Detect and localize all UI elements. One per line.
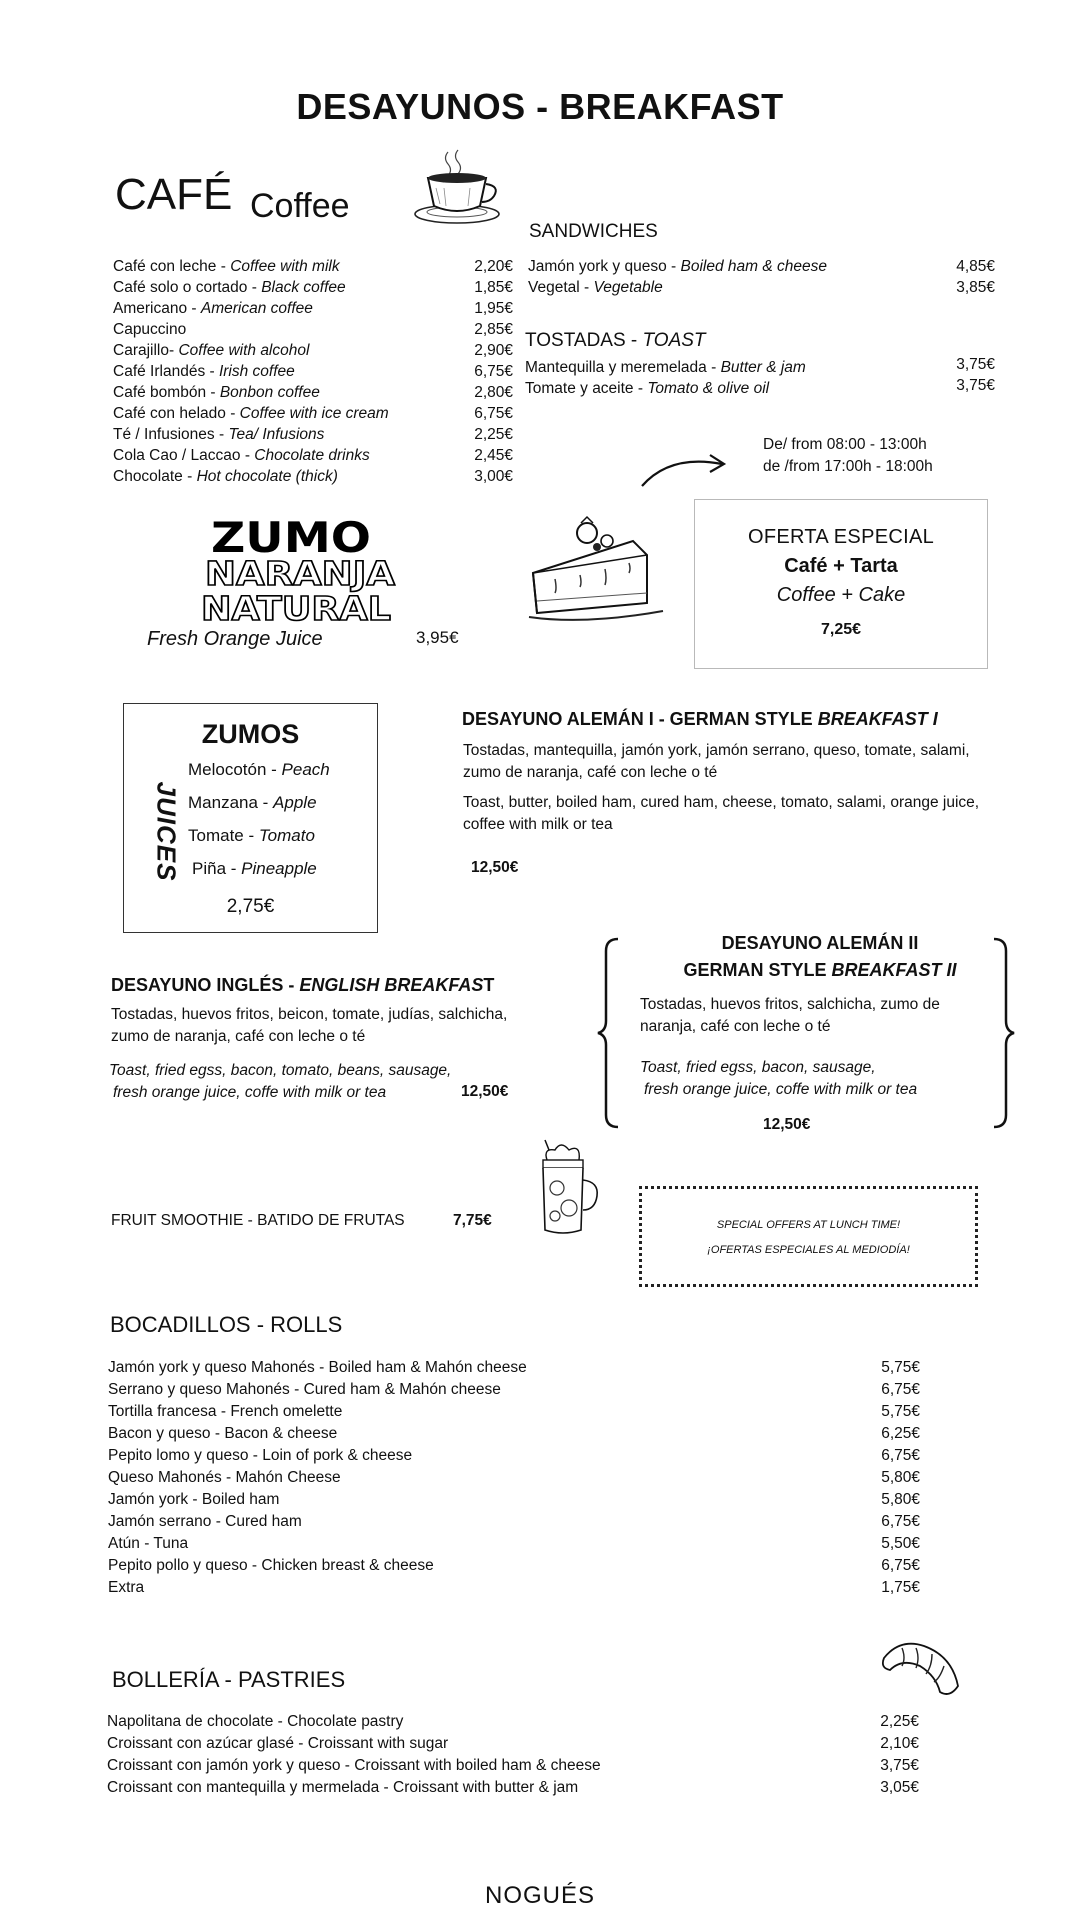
item-price: 2,85€ <box>474 321 513 338</box>
pastries-list <box>107 1711 919 1799</box>
english-breakfast-price: 12,50€ <box>461 1083 509 1100</box>
item-price: 2,20€ <box>474 258 513 275</box>
item-price: 2,90€ <box>474 342 513 359</box>
juices-side-label: JUICES <box>151 781 182 882</box>
german-breakfast-1-title: DESAYUNO ALEMÁN I - GERMAN STYLE BREAKFAST I <box>462 709 938 729</box>
list-item: Mantequilla y meremelada - Butter & jam <box>525 359 806 376</box>
item-price: 6,75€ <box>474 363 513 380</box>
list-item: Tomate y aceite - Tomato & olive oil <box>525 380 770 397</box>
offer-title: OFERTA ESPECIAL <box>747 526 935 548</box>
list-item: Croissant con jamón york y queso - Croissant with boiled ham & cheese 3,75€ <box>107 1755 919 1777</box>
list-item: Vegetal - Vegetable 3,85€ <box>528 279 995 296</box>
list-item: Serrano y queso Mahonés - Cured ham & Mahón cheese 6,75€ <box>108 1379 920 1401</box>
german-breakfast-2-price: 12,50€ <box>763 1116 811 1133</box>
item-price: 3,75€ <box>880 1757 919 1774</box>
special-offer-box <box>694 499 988 669</box>
sandwiches-heading: SANDWICHES <box>529 221 658 242</box>
list-item: Café bombón - Bonbon coffee 2,80€ <box>113 384 513 401</box>
coffee-list <box>113 256 513 487</box>
item-price: 1,75€ <box>881 1579 920 1596</box>
croissant-icon <box>880 1636 962 1702</box>
item-price: 3,00€ <box>474 468 513 485</box>
list-item: Bacon y queso - Bacon & cheese 6,25€ <box>108 1423 920 1445</box>
toast-hours: De/ from 08:00 - 13:00h de /from 17:00h - 18:00h <box>763 436 933 475</box>
lunch-offers-box <box>639 1186 978 1287</box>
juices-title: ZUMOS <box>201 719 300 749</box>
svg-text:NARANJA: NARANJA <box>205 554 396 593</box>
item-price: 5,80€ <box>881 1469 920 1486</box>
german-breakfast-1-description-english: Toast, butter, boiled ham, cured ham, cheese, tomato, salami, orange juice, coffee with milk or tea <box>463 794 980 833</box>
menu-title: DESAYUNOS - BREAKFAST <box>296 86 784 127</box>
offer-line-spanish: Café + Tarta <box>784 555 898 577</box>
item-price: 6,75€ <box>881 1447 920 1464</box>
footer-brand: NOGUÉS <box>484 1882 595 1909</box>
english-breakfast-title: DESAYUNO INGLÉS - ENGLISH BREAKFAST <box>111 975 495 995</box>
rolls-heading: BOCADILLOS - ROLLS <box>110 1312 343 1337</box>
item-price: 2,25€ <box>880 1713 919 1730</box>
list-item: Capuccino 2,85€ <box>113 321 513 338</box>
list-item: Pepito pollo y queso - Chicken breast & cheese 6,75€ <box>108 1555 920 1577</box>
lunch-offer-spanish: ¡OFERTAS ESPECIALES AL MEDIODÍA! <box>707 1244 910 1256</box>
german-breakfast-2-title: DESAYUNO ALEMÁN II GERMAN STYLE BREAKFAST II <box>683 933 957 980</box>
lunch-offer-english: SPECIAL OFFERS AT LUNCH TIME! <box>716 1219 901 1231</box>
item-price: 1,85€ <box>474 279 513 296</box>
toast-prices <box>950 354 995 396</box>
list-item: Cola Cao / Laccao - Chocolate drinks 2,45€ <box>113 447 513 464</box>
juices-price: 2,75€ <box>226 896 275 917</box>
list-item: Manzana - Apple <box>188 793 317 812</box>
item-price: 6,25€ <box>881 1425 920 1442</box>
german-breakfast-2-description-spanish: Tostadas, huevos fritos, salchicha, zumo de naranja, café con leche o té <box>640 996 940 1035</box>
smoothie-price: 7,75€ <box>453 1212 492 1229</box>
item-price: 2,25€ <box>474 426 513 443</box>
orange-juice-english: Fresh Orange Juice <box>147 628 323 650</box>
list-item: Croissant con mantequilla y mermelada - Croissant with butter & jam 3,05€ <box>107 1777 919 1799</box>
orange-juice-price: 3,95€ <box>416 628 459 647</box>
german-breakfast-1-description-spanish: Tostadas, mantequilla, jamón york, jamón serrano, queso, tomate, salami, zumo de naranja, café con leche o té <box>463 742 970 781</box>
item-price: 2,45€ <box>474 447 513 464</box>
german-breakfast-2-description-english: Toast, fried egss, bacon, sausage, fresh orange juice, coffe with milk or tea <box>640 1059 918 1098</box>
item-price: 3,75€ <box>956 356 995 373</box>
offer-price: 7,25€ <box>820 621 862 638</box>
list-item: Melocotón - Peach <box>188 760 330 779</box>
item-price: 4,85€ <box>956 258 995 275</box>
orange-juice-logo <box>195 512 405 624</box>
smoothie-label: FRUIT SMOOTHIE - BATIDO DE FRUTAS <box>111 1212 405 1229</box>
rolls-list <box>108 1357 920 1599</box>
english-breakfast-description-spanish: Tostadas, huevos fritos, beicon, tomate, judías, salchicha, zumo de naranja, café con leche o té <box>111 1006 508 1045</box>
coffee-cup-icon <box>410 148 505 228</box>
cafe-heading: CAFÉ <box>115 170 233 219</box>
list-item: Croissant con azúcar glasé - Croissant with sugar 2,10€ <box>107 1733 919 1755</box>
juices-box <box>123 703 378 933</box>
list-item: Tomate - Tomato <box>188 826 315 845</box>
item-price: 6,75€ <box>474 405 513 422</box>
arrow-icon <box>640 450 735 490</box>
item-price: 2,80€ <box>474 384 513 401</box>
item-price: 1,95€ <box>474 300 513 317</box>
cake-icon <box>525 513 670 628</box>
item-price: 5,50€ <box>881 1535 920 1552</box>
list-item: Café con leche - Coffee with milk 2,20€ <box>113 258 513 275</box>
sandwiches-list <box>528 256 995 298</box>
svg-text:NATURAL: NATURAL <box>201 589 391 624</box>
list-item: Carajillo- Coffee with alcohol 2,90€ <box>113 342 513 359</box>
list-item: Jamón serrano - Cured ham 6,75€ <box>108 1511 920 1533</box>
item-price: 3,05€ <box>880 1779 919 1796</box>
smoothie-jar-icon <box>533 1130 603 1238</box>
english-breakfast-description-english: Toast, fried egss, bacon, tomato, beans, sausage, fresh orange juice, coffe with milk or tea <box>109 1062 452 1101</box>
german-breakfast-1-price: 12,50€ <box>471 859 519 876</box>
list-item: Piña - Pineapple <box>192 859 317 878</box>
item-price: 3,85€ <box>956 279 995 296</box>
list-item: Americano - American coffee 1,95€ <box>113 300 513 317</box>
list-item: Tortilla francesa - French omelette 5,75€ <box>108 1401 920 1423</box>
list-item: Extra 1,75€ <box>108 1577 920 1599</box>
list-item: Atún - Tuna 5,50€ <box>108 1533 920 1555</box>
list-item: Jamón york y queso Mahonés - Boiled ham & Mahón cheese 5,75€ <box>108 1357 920 1379</box>
list-item: Café con helado - Coffee with ice cream 6,75€ <box>113 405 513 422</box>
cafe-heading-english: Coffee <box>250 187 350 225</box>
item-price: 6,75€ <box>881 1381 920 1398</box>
item-price: 5,75€ <box>881 1403 920 1420</box>
item-price: 2,10€ <box>880 1735 919 1752</box>
item-price: 6,75€ <box>881 1513 920 1530</box>
toast-heading: TOSTADAS - TOAST <box>525 330 706 351</box>
list-item: Jamón york y queso - Boiled ham & cheese 4,85€ <box>528 258 995 275</box>
item-price: 5,75€ <box>881 1359 920 1376</box>
list-item: Café Irlandés - Irish coffee 6,75€ <box>113 363 513 380</box>
svg-text:ZUMO: ZUMO <box>211 513 371 562</box>
toast-list <box>525 357 995 399</box>
list-item: Jamón york - Boiled ham 5,80€ <box>108 1489 920 1511</box>
list-item: Chocolate - Hot chocolate (thick) 3,00€ <box>113 468 513 485</box>
list-item: Té / Infusiones - Tea/ Infusions 2,25€ <box>113 426 513 443</box>
item-price: 3,75€ <box>956 377 995 394</box>
list-item: Café solo o cortado - Black coffee 1,85€ <box>113 279 513 296</box>
item-price: 5,80€ <box>881 1491 920 1508</box>
list-item: Queso Mahonés - Mahón Cheese 5,80€ <box>108 1467 920 1489</box>
item-price: 6,75€ <box>881 1557 920 1574</box>
offer-line-english: Coffee + Cake <box>776 584 906 606</box>
list-item: Napolitana de chocolate - Chocolate pastry 2,25€ <box>107 1711 919 1733</box>
list-item: Pepito lomo y queso - Loin of pork & cheese 6,75€ <box>108 1445 920 1467</box>
pastries-heading: BOLLERÍA - PASTRIES <box>112 1667 346 1692</box>
